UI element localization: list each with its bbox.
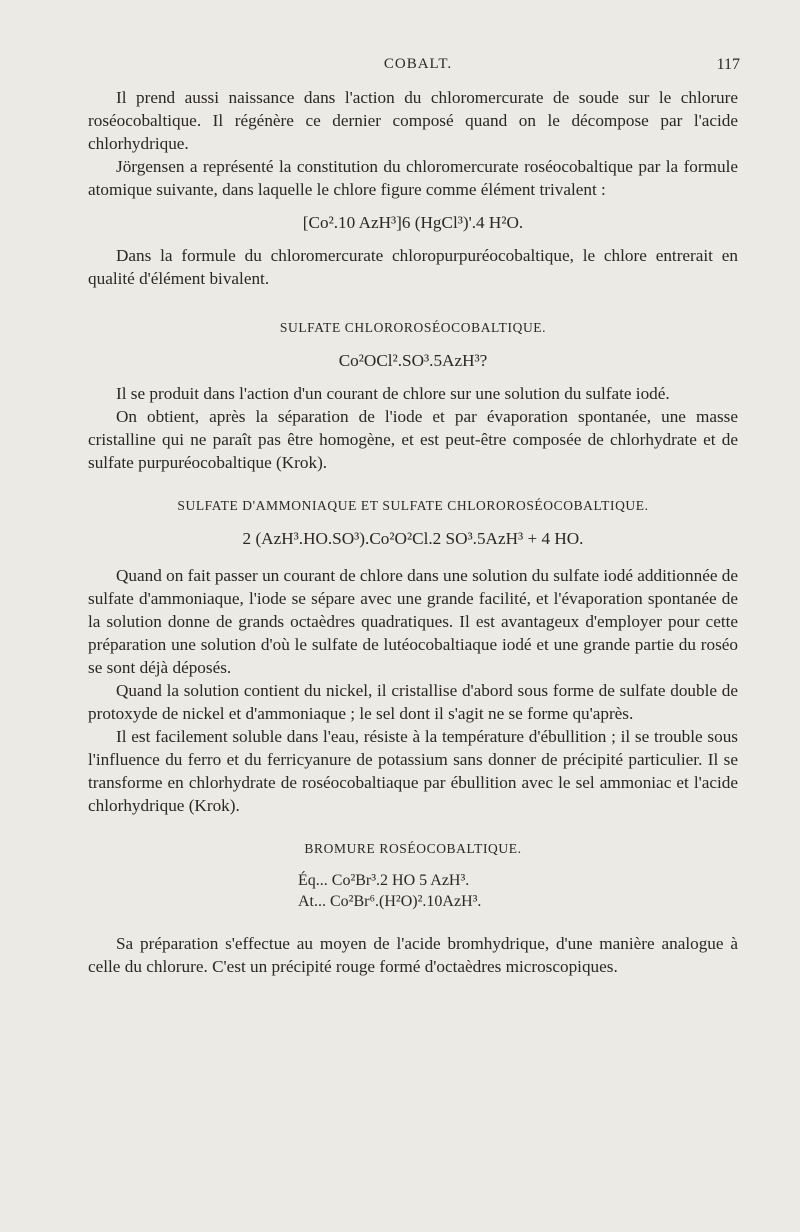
paragraph: Sa préparation s'effectue au moyen de l'acide bromhydrique, d'une manière analogue à celle du chlorure. C'est un précipité rouge formé d'octaèdres microscopiques. [88,934,738,976]
paragraph: Quand la solution contient du nickel, il cristallise d'abord sous forme de sulfate double de protoxyde de nickel et d'ammoniaque ; le sel dont il s'agit ne se forme qu'après. [88,681,738,723]
section-heading: SULFATE CHLOROROSÉOCOBALTIQUE. [279,320,547,335]
page-header [96,56,740,78]
paragraph: Il prend aussi naissance dans l'action du chloromercurate de soude sur le chlorure roséocobaltique. Il régénère ce dernier composé quand on le décompose par l'acide chlorhydrique. [88,88,738,153]
page-number: 117 [716,56,740,73]
paragraph: Dans la formule du chloromercurate chloropurpuréocobaltique, le chlore entrerait en qualité d'élément bivalent. [88,246,738,288]
paragraph: Jörgensen a représenté la constitution du chloromercurate roséocobaltique par la formule atomique suivante, dans laquelle le chlore figure comme élément trivalent : [88,157,738,199]
chemical-formula: 2 (AzH³.HO.SO³).Co²O²Cl.2 SO³.5AzH³ + 4 HO. [242,529,584,548]
section-heading: BROMURE ROSÉOCOBALTIQUE. [304,841,522,856]
atomic-formula: At... Co²Br⁶.(H²O)².10AzH³. [298,893,482,910]
page-body [88,86,738,978]
running-title: COBALT. [383,56,453,72]
paragraph: Il est facilement soluble dans l'eau, résiste à la température d'ébullition ; il se trouble sous l'influence du ferro et du ferricyanure de potassium sans donner de précipité particulier. Il se transforme en chlorhydrate de roséocobaltiaque par ébullition avec le sel ammoniac et l'acide chlorhydrique (Krok). [88,727,738,815]
equivalent-formula: Éq... Co²Br³.2 HO 5 AzH³. [298,872,470,889]
chemical-formula: [Co².10 AzH³]6 (HgCl³)'.4 H²O. [302,213,524,232]
paragraph: On obtient, après la séparation de l'iode et par évaporation spontanée, une masse cristalline qui ne paraît pas être homogène, et est peut-être composée de chlorhydrate et de sulfate purpuréocobaltique (Krok). [88,407,738,472]
section-heading: SULFATE D'AMMONIAQUE ET SULFATE CHLOROROSÉOCOBALTIQUE. [177,498,649,513]
paragraph: Il se produit dans l'action d'un courant de chlore sur une solution du sulfate iodé. [116,384,670,403]
paragraph: Quand on fait passer un courant de chlore dans une solution du sulfate iodé additionnée de sulfate d'ammoniaque, l'iode se sépare avec une grande facilité, et l'évaporation spontanée de la solution donne de grands octaèdres quadratiques. Il est avantageux d'employer pour cette préparation une solution d'où le sulfate de lutéocobaltiaque iodé et une grande partie du roséo se sont déjà déposés. [88,566,738,677]
equivalent-atomic-formulas [298,870,528,912]
chemical-formula: Co²OCl².SO³.5AzH³? [338,351,488,370]
